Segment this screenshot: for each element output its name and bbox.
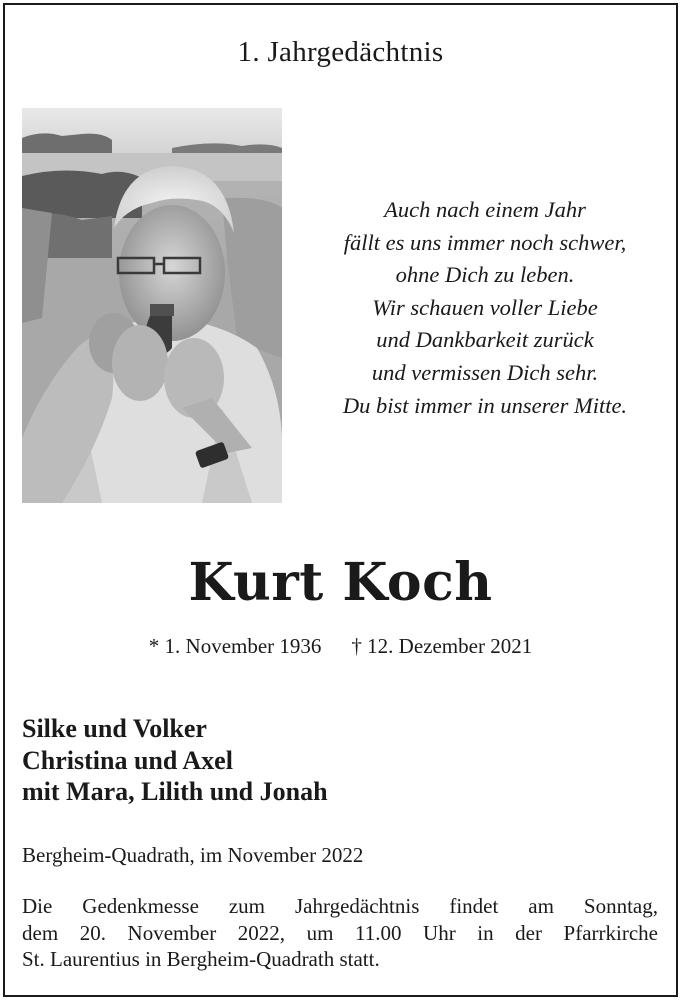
memorial-heading: 1. Jahrgedächtnis — [237, 36, 444, 68]
portrait-photo — [22, 108, 282, 503]
poem-line: und vermissen Dich sehr. — [371, 359, 599, 385]
family-line: mit Mara, Lilith und Jonah — [22, 777, 328, 806]
death-date: † 12. Dezember 2021 — [351, 634, 533, 658]
family-line: Christina und Axel — [22, 745, 233, 775]
poem-line: und Dankbarkeit zurück — [376, 327, 594, 353]
family-line: Silke und Volker — [22, 714, 207, 743]
poem-line: Wir schauen voller Liebe — [372, 294, 598, 320]
place-and-date: Bergheim-Quadrath, im November 2022 — [22, 843, 364, 867]
birth-date: * 1. November 1936 — [148, 634, 322, 658]
poem-line: Du bist immer in unserer Mitte. — [342, 392, 628, 418]
deceased-name: Kurt Koch — [188, 552, 493, 613]
poem-line: fällt es uns immer noch schwer, — [343, 229, 627, 255]
notice-line: dem 20. November 2022, um 11.00 Uhr in der Pfarrkirche — [22, 920, 658, 945]
memorial-poem — [300, 194, 670, 422]
notice-line: St. Laurentius in Bergheim-Quadrath statt. — [22, 947, 380, 971]
poem-line: Auch nach einem Jahr — [384, 197, 586, 222]
family-names — [22, 713, 328, 808]
mass-notice — [22, 893, 658, 973]
life-dates — [0, 634, 681, 659]
notice-line: Die Gedenkmesse zum Jahrgedächtnis findet am Sonntag, — [22, 894, 658, 918]
poem-line: ohne Dich zu leben. — [395, 262, 575, 288]
